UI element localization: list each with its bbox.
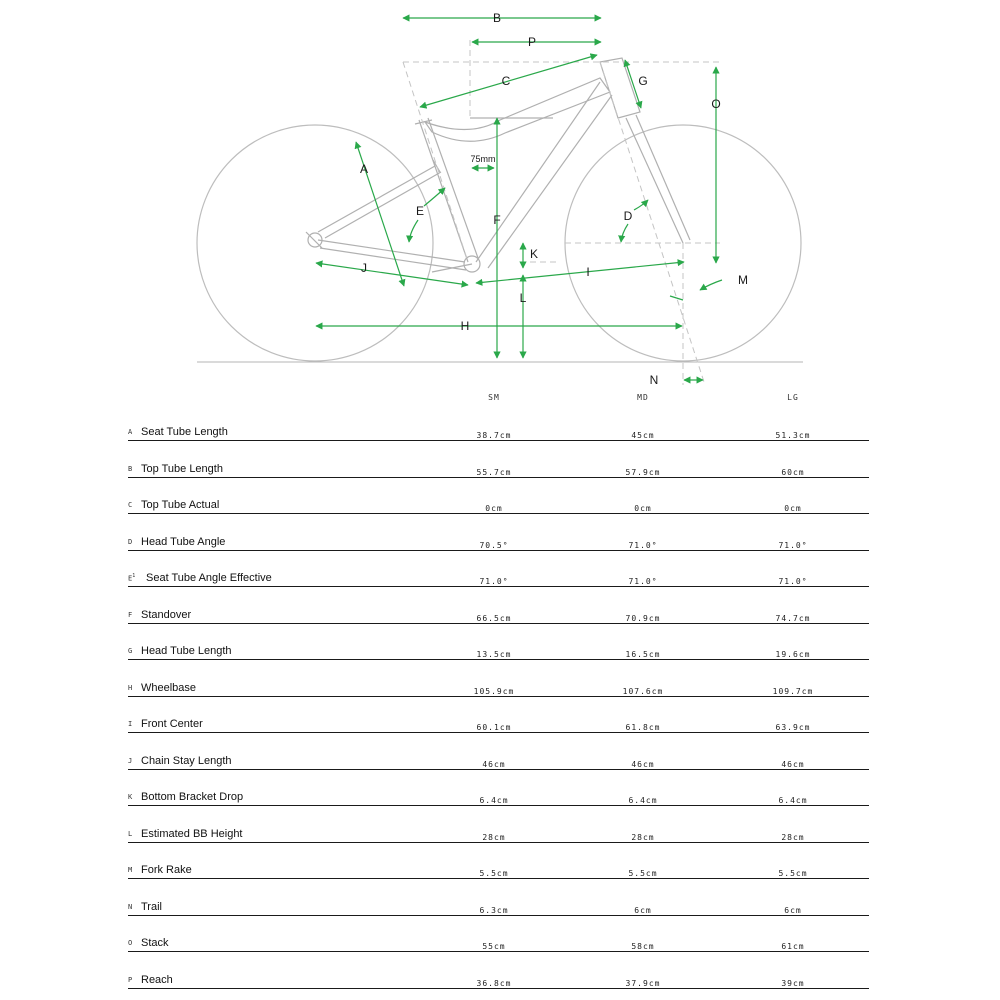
label-e: E bbox=[415, 204, 425, 218]
row-name: Top Tube Length bbox=[141, 462, 223, 475]
table-row bbox=[128, 623, 869, 660]
bike-geometry-diagram bbox=[0, 0, 1000, 420]
label-75mm: 75mm bbox=[470, 154, 496, 164]
row-name: Standover bbox=[141, 608, 192, 621]
value-lg: 60cm bbox=[781, 467, 805, 477]
row-letter: D bbox=[128, 537, 133, 546]
value-md: 57.9cm bbox=[625, 467, 661, 477]
value-sm: 55cm bbox=[482, 942, 506, 951]
value-sm: 38.7cm bbox=[476, 431, 512, 440]
table-row bbox=[128, 441, 869, 478]
table-row bbox=[128, 477, 869, 514]
value-lg: 19.6cm bbox=[775, 650, 811, 659]
value-md: 5.5cm bbox=[628, 869, 658, 878]
table-row bbox=[128, 550, 869, 587]
row-name: Reach bbox=[141, 973, 173, 986]
row-letter: O bbox=[128, 939, 133, 947]
row-letter: F bbox=[128, 610, 133, 619]
value-sm: 70.5° bbox=[479, 540, 509, 550]
value-sm: 6.4cm bbox=[479, 796, 509, 805]
value-lg: 6.4cm bbox=[778, 796, 808, 805]
row-letter: $E^1$ bbox=[128, 572, 136, 582]
row-name: Front Center bbox=[141, 718, 203, 730]
row-name: Bottom Bracket Drop bbox=[141, 791, 244, 803]
value-sm: 5.5cm bbox=[479, 869, 509, 878]
footnote-marker: 1 bbox=[132, 572, 136, 579]
value-sm: 46cm bbox=[482, 759, 506, 769]
row-letter: H bbox=[128, 683, 133, 692]
label-h: H bbox=[460, 319, 470, 333]
row-name: Seat Tube Angle Effective bbox=[146, 572, 272, 584]
label-m: M bbox=[738, 273, 748, 287]
label-g: G bbox=[638, 74, 648, 88]
row-letter: P bbox=[128, 975, 133, 984]
row-letter: N bbox=[128, 902, 133, 911]
value-sm: 71.0° bbox=[479, 577, 509, 586]
value-lg: 0cm bbox=[784, 504, 802, 513]
row-name: Estimated BB Height bbox=[141, 827, 243, 840]
table-row bbox=[128, 514, 869, 551]
label-k: K bbox=[529, 247, 539, 261]
value-lg: 63.9cm bbox=[775, 723, 811, 732]
value-md: 107.6cm bbox=[622, 686, 664, 696]
value-md: 71.0° bbox=[628, 540, 658, 550]
value-md: 58cm bbox=[631, 942, 655, 951]
value-md: 61.8cm bbox=[625, 723, 661, 732]
size-header-sm: SM bbox=[488, 393, 500, 402]
value-md: 0cm bbox=[634, 504, 652, 513]
row-letter: B bbox=[128, 464, 133, 473]
value-sm: 28cm bbox=[482, 832, 506, 842]
value-lg: 46cm bbox=[781, 759, 805, 769]
value-lg: 74.7cm bbox=[775, 613, 811, 623]
label-n: N bbox=[649, 373, 659, 387]
row-name: Wheelbase bbox=[141, 681, 197, 694]
row-name: Chain Stay Length bbox=[141, 754, 232, 767]
value-sm: 66.5cm bbox=[476, 613, 512, 623]
row-name: Stack bbox=[141, 937, 169, 949]
value-md: 71.0° bbox=[628, 577, 658, 586]
value-lg: 39cm bbox=[781, 978, 805, 988]
value-sm: 55.7cm bbox=[476, 467, 512, 477]
row-letter: C bbox=[128, 501, 133, 509]
value-md: 6.4cm bbox=[628, 796, 658, 805]
row-letter: A bbox=[128, 428, 133, 436]
label-o: O bbox=[711, 97, 721, 111]
value-lg: 51.3cm bbox=[775, 431, 811, 440]
value-sm: 6.3cm bbox=[479, 905, 509, 915]
value-sm: 13.5cm bbox=[476, 650, 512, 659]
row-name: Seat Tube Length bbox=[141, 426, 228, 438]
size-header-md: MD bbox=[637, 393, 649, 402]
value-lg: 71.0° bbox=[778, 577, 808, 586]
value-md: 6cm bbox=[634, 905, 652, 915]
table-row bbox=[128, 587, 869, 624]
value-lg: 61cm bbox=[781, 942, 805, 951]
row-name: Trail bbox=[141, 900, 162, 913]
value-sm: 36.8cm bbox=[476, 978, 512, 988]
table-row bbox=[128, 842, 869, 879]
value-lg: 6cm bbox=[784, 905, 802, 915]
row-name: Head Tube Length bbox=[141, 645, 232, 657]
label-l: L bbox=[519, 291, 527, 305]
value-md: 46cm bbox=[631, 759, 655, 769]
label-a: A bbox=[359, 162, 369, 176]
table-row bbox=[128, 660, 869, 697]
label-i: I bbox=[586, 265, 590, 279]
value-sm: 105.9cm bbox=[473, 686, 515, 696]
row-letter: M bbox=[128, 866, 133, 874]
value-lg: 5.5cm bbox=[778, 869, 808, 878]
table-row bbox=[128, 806, 869, 843]
value-md: 16.5cm bbox=[625, 650, 661, 659]
row-name: Top Tube Actual bbox=[141, 499, 220, 511]
row-letter: I bbox=[128, 720, 133, 728]
row-letter: K bbox=[128, 793, 133, 801]
label-c: C bbox=[501, 74, 511, 88]
table-row bbox=[128, 404, 869, 441]
label-d: D bbox=[623, 209, 633, 223]
row-letter: G bbox=[128, 647, 133, 655]
value-sm: 60.1cm bbox=[476, 723, 512, 732]
table-row bbox=[128, 952, 869, 989]
row-name: Fork Rake bbox=[141, 864, 192, 876]
table-row bbox=[128, 915, 869, 952]
value-md: 28cm bbox=[631, 832, 655, 842]
table-row bbox=[128, 733, 869, 770]
value-md: 70.9cm bbox=[625, 613, 661, 623]
size-header-lg: LG bbox=[787, 393, 799, 402]
value-lg: 28cm bbox=[781, 832, 805, 842]
row-letter: L bbox=[128, 829, 133, 838]
table-row bbox=[128, 696, 869, 733]
row-letter: J bbox=[128, 756, 133, 765]
label-j: J bbox=[361, 261, 367, 275]
label-f: F bbox=[493, 213, 501, 227]
label-p: P bbox=[527, 35, 537, 49]
value-sm: 0cm bbox=[485, 504, 503, 513]
row-name: Head Tube Angle bbox=[141, 535, 226, 548]
value-md: 37.9cm bbox=[625, 978, 661, 988]
label-b: B bbox=[492, 11, 502, 25]
value-lg: 71.0° bbox=[778, 540, 808, 550]
table-row bbox=[128, 879, 869, 916]
value-md: 45cm bbox=[631, 431, 655, 440]
value-lg: 109.7cm bbox=[772, 686, 814, 696]
table-row bbox=[128, 769, 869, 806]
